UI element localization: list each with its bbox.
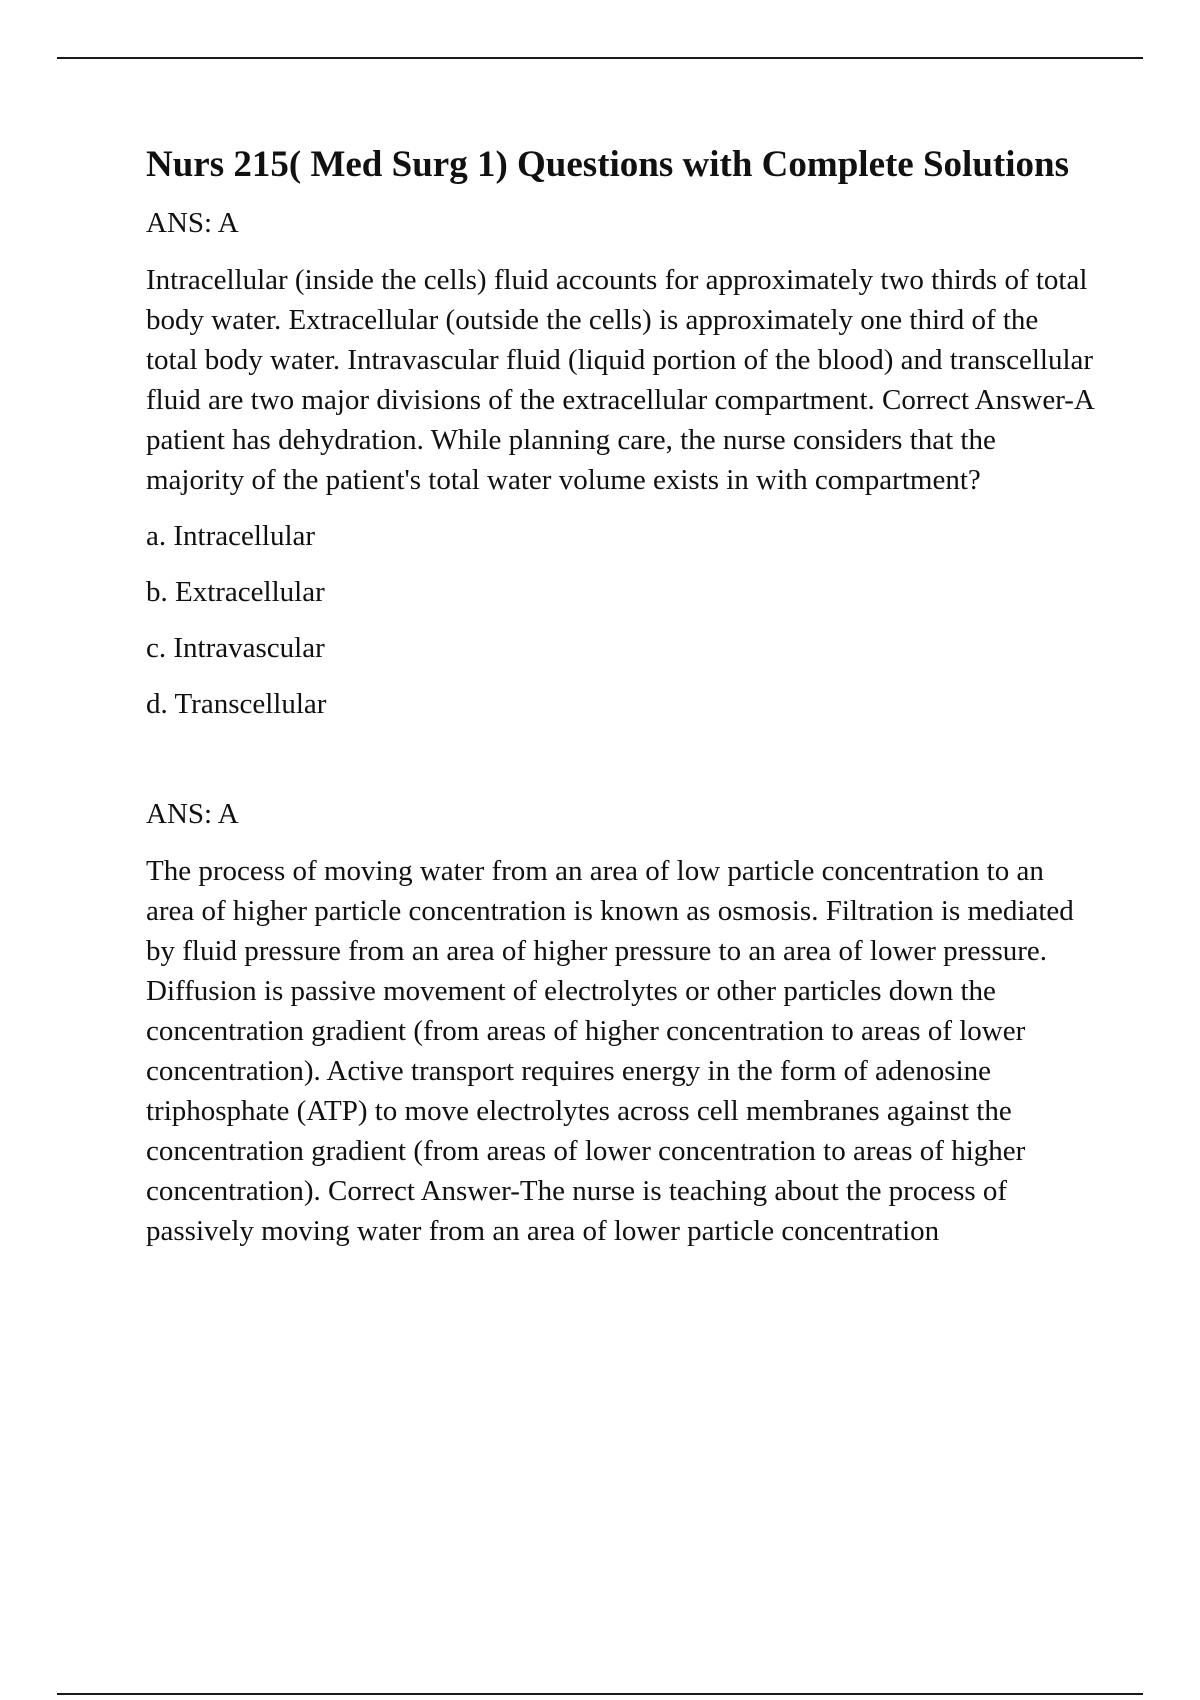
top-rule — [57, 57, 1143, 59]
answer-label-2: ANS: A — [146, 798, 239, 830]
option-d: d. Transcellular — [146, 688, 327, 720]
answer-options-list — [146, 516, 1096, 724]
document-title: Nurs 215( Med Surg 1) Questions with Complete Solutions — [146, 144, 1069, 185]
option-a: a. Intracellular — [146, 520, 316, 552]
document-page — [146, 140, 1096, 1251]
option-b: b. Extracellular — [146, 576, 325, 608]
option-c: c. Intravascular — [146, 632, 325, 664]
rationale-paragraph-2: The process of moving water from an area of low particle concentration to an area of higher particle concentration is known as osmosis. Filtration is mediated by fluid pressure from an area of higher pressure to an area of lower pressure. Diffusion is passive movement of electrolytes or other particles down the concentration gradient (from areas of higher concentration to areas of lower concentration). Active transport requires energy in the form of adenosine triphosphate (ATP) to move electrolytes across cell membranes against the concentration gradient (from areas of lower concentration to areas of higher concentration). Correct Answer-The nurse is teaching about the process of passively moving water from an area of lower particle concentration — [146, 855, 1074, 1247]
bottom-rule — [57, 1693, 1143, 1695]
answer-label-1: ANS: A — [146, 207, 239, 239]
rationale-paragraph-1: Intracellular (inside the cells) fluid accounts for approximately two thirds of total body water. Extracellular (outside the cells) is approximately one third of the total body water. Intravascular fluid (liquid portion of the blood) and transcellular fluid are two major divisions of the extracellular compartment. Correct Answer-A patient has dehydration. While planning care, the nurse considers that the majority of the patient's total water volume exists in with compartment? — [146, 264, 1094, 496]
